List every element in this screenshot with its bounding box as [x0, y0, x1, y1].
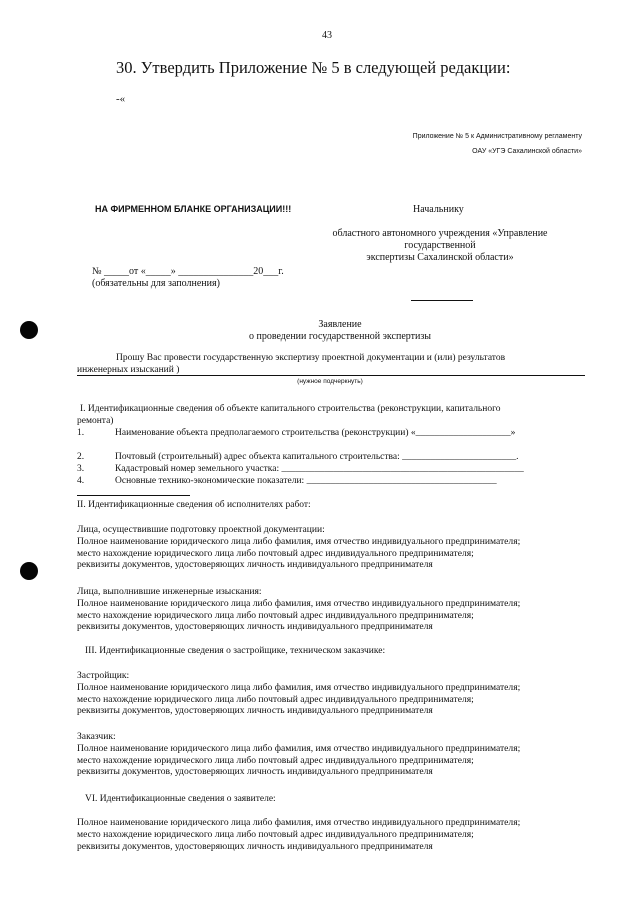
- section-2-title: II. Идентификационные сведения об исполнителях работ:: [77, 500, 311, 510]
- quote-mark: -«: [116, 93, 126, 105]
- section-1-title-line-2: ремонта): [77, 416, 114, 426]
- section-2-designers-title: Лица, осуществившие подготовку проектной документации:: [77, 524, 325, 535]
- page-heading: 30. Утвердить Приложение № 5 в следующей редакции:: [116, 58, 511, 77]
- section-3-customer-line-3: реквизиты документов, удостоверяющих личность индивидуального предпринимателя: [77, 766, 433, 778]
- section-2-surveyors-title: Лица, выполнившие инженерные изыскания:: [77, 586, 262, 597]
- section-1-title-line-1: I. Идентификационные сведения об объекте капитального строительства (реконструкции, капитального: [80, 404, 501, 414]
- punch-hole-bottom: [20, 562, 38, 580]
- addressee-line-1: областного автономного учреждения «Управление: [332, 228, 548, 239]
- section-2-designers-line-3: реквизиты документов, удостоверяющих личность индивидуального предпринимателя: [77, 559, 433, 571]
- addressee-title: Начальнику: [413, 204, 464, 215]
- section-3-customer-group: [77, 731, 597, 778]
- section-1-item-3: 3. Кадастровый номер земельного участка: ___________________________________________________: [77, 464, 524, 474]
- section-1-footer-line: [77, 495, 190, 496]
- section-4-line-2: место нахождение юридического лица либо почтовый адрес индивидуального предпринимателя;: [77, 828, 474, 840]
- section-2-designers-line-2: место нахождение юридического лица либо почтовый адрес индивидуального предпринимателя;: [77, 547, 474, 559]
- section-2-designers-group: [77, 524, 597, 571]
- section-1-item-1: 1. Наименование объекта предполагаемого строительства (реконструкции) «____________________»: [77, 428, 516, 438]
- section-2-surveyors-line-1: Полное наименование юридического лица либо фамилия, имя отчество индивидуального предпринимателя;: [77, 597, 521, 609]
- section-3-developer-line-1: Полное наименование юридического лица либо фамилия, имя отчество индивидуального предпринимателя;: [77, 681, 521, 693]
- punch-hole-top: [20, 321, 38, 339]
- letterhead-note: НА ФИРМЕННОМ БЛАНКЕ ОРГАНИЗАЦИИ!!!: [95, 204, 292, 214]
- statement-subtitle: о проведении государственной экспертизы: [248, 331, 432, 342]
- section-3-developer-line-2: место нахождение юридического лица либо почтовый адрес индивидуального предпринимателя;: [77, 693, 474, 705]
- reference-line: № _____от «_____» _______________20___г.: [92, 266, 284, 277]
- section-1-item-2: 2. Почтовый (строительный) адрес объекта капитального строительства: ________________________.: [77, 452, 519, 462]
- addressee-line-3: экспертизы Сахалинской области»: [366, 252, 514, 263]
- request-line-2: инженерных изысканий ): [77, 365, 180, 375]
- section-3-developer-title: Застройщик:: [77, 670, 130, 681]
- section-3-developer-line-3: реквизиты документов, удостоверяющих личность индивидуального предпринимателя: [77, 705, 433, 717]
- appendix-line-2: ОАУ «УГЭ Сахалинской области»: [472, 148, 582, 155]
- statement-title: Заявление: [318, 319, 362, 330]
- section-4-applicant-group: [77, 817, 597, 852]
- signature-line: [411, 300, 473, 301]
- section-4-line-3: реквизиты документов, удостоверяющих личность индивидуального предпринимателя: [77, 840, 433, 852]
- section-2-surveyors-line-3: реквизиты документов, удостоверяющих личность индивидуального предпринимателя: [77, 621, 433, 633]
- section-2-designers-line-1: Полное наименование юридического лица либо фамилия, имя отчество индивидуального предпринимателя;: [77, 535, 521, 547]
- page-number: 43: [322, 30, 332, 41]
- request-line-1: Прошу Вас провести государственную экспертизу проектной документации и (или) результатов: [116, 353, 506, 363]
- section-2-surveyors-line-2: место нахождение юридического лица либо почтовый адрес индивидуального предпринимателя;: [77, 609, 474, 621]
- section-2-surveyors-group: [77, 586, 597, 633]
- section-1-item-4: 4. Основные технико-экономические показатели: ________________________________________: [77, 476, 497, 486]
- section-3-customer-title: Заказчик:: [77, 731, 116, 742]
- request-hint: (нужное подчеркнуть): [297, 378, 363, 385]
- section-4-title: VI. Идентификационные сведения о заявителе:: [85, 794, 276, 804]
- request-underline: [77, 375, 585, 376]
- section-3-developer-group: [77, 670, 597, 717]
- appendix-line-1: Приложение № 5 к Административному регламенту: [412, 133, 582, 140]
- addressee-line-2: государственной: [404, 240, 476, 251]
- section-4-line-1: Полное наименование юридического лица либо фамилия, имя отчество индивидуального предпринимателя;: [77, 817, 521, 828]
- section-3-customer-line-2: место нахождение юридического лица либо почтовый адрес индивидуального предпринимателя;: [77, 754, 474, 766]
- section-3-title: III. Идентификационные сведения о застройщике, техническом заказчике:: [85, 646, 386, 656]
- reference-note: (обязательны для заполнения): [92, 278, 220, 289]
- section-3-customer-line-1: Полное наименование юридического лица либо фамилия, имя отчество индивидуального предпринимателя;: [77, 742, 521, 754]
